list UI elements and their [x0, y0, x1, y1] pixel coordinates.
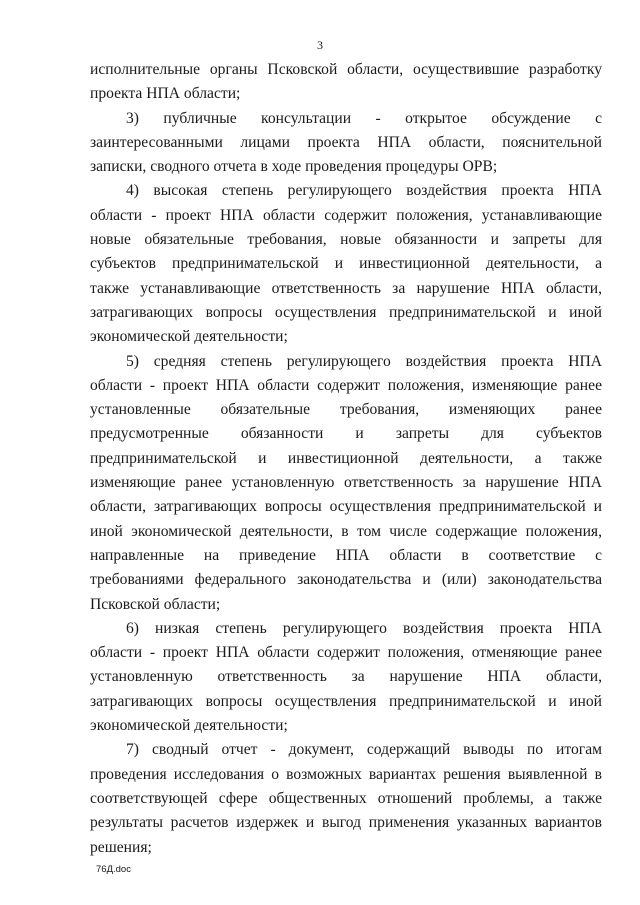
text-line: области - проект НПА области содержит положения, отменяющие ранее: [90, 644, 602, 662]
text-line: затрагивающих вопросы осуществления предпринимательской и иной: [90, 303, 602, 321]
text-line: исполнительные органы Псковской области, осуществившие разработку: [90, 61, 602, 78]
text-line: соответствующей сфере общественных отношений проблемы, а также: [90, 789, 602, 807]
text-line: изменяющие ранее установленную ответственность за нарушение НПА: [90, 474, 602, 492]
text-line: записки, сводного отчета в ходе проведения процедуры ОРВ;: [90, 158, 498, 176]
text-line: проекта НПА области;: [90, 85, 241, 103]
text-line: экономической деятельности;: [90, 328, 288, 346]
text-line: новые обязательные требования, новые обязанности и запреты для: [90, 231, 602, 249]
text-line: проведения исследования о возможных вариантах решения выявленной в: [90, 765, 602, 783]
text-line: затрагивающих вопросы осуществления предпринимательской и иной: [90, 692, 602, 710]
text-line: направленные на приведение НПА области в соответствие с: [90, 546, 602, 564]
footer-filename: 76Д.doc: [96, 864, 131, 875]
text-line: решения;: [90, 838, 152, 856]
text-line: 5) средняя степень регулирующего воздействия проекта НПА: [126, 352, 602, 370]
text-line: области - проект НПА области содержит положения, изменяющие ранее: [90, 376, 602, 394]
text-line: установленные обязательные требования, изменяющих ранее: [90, 401, 602, 419]
text-line: иной экономической деятельности, в том числе содержащие положения,: [90, 522, 602, 540]
document-body: [90, 58, 602, 860]
page-number: 3: [317, 38, 323, 52]
text-line: Псковской области;: [90, 595, 221, 613]
text-line: 6) низкая степень регулирующего воздействия проекта НПА: [126, 619, 602, 637]
text-line: субъектов предпринимательской и инвестиционной деятельности, а: [90, 255, 602, 273]
text-line: предпринимательской и инвестиционной деятельности, а также: [90, 449, 602, 467]
text-line: предусмотренные обязанности и запреты для субъектов: [90, 425, 602, 443]
text-line: установленную ответственность за нарушение НПА области,: [90, 668, 602, 686]
text-line: заинтересованными лицами проекта НПА области, пояснительной: [90, 133, 602, 151]
text-line: 4) высокая степень регулирующего воздействия проекта НПА: [126, 182, 602, 200]
text-line: экономической деятельности;: [90, 717, 288, 735]
text-line: области - проект НПА области содержит положения, устанавливающие: [90, 206, 602, 224]
text-line: требованиями федерального законодательства и (или) законодательства: [90, 571, 602, 589]
text-line: 7) сводный отчет - документ, содержащий выводы по итогам: [126, 741, 602, 759]
text-line: результаты расчетов издержек и выгод применения указанных вариантов: [90, 814, 602, 832]
text-line: также устанавливающие ответственность за нарушение НПА области,: [90, 279, 602, 297]
text-line: 3) публичные консультации - открытое обсуждение с: [126, 109, 602, 127]
text-line: области, затрагивающих вопросы осуществления предпринимательской и: [90, 498, 602, 516]
